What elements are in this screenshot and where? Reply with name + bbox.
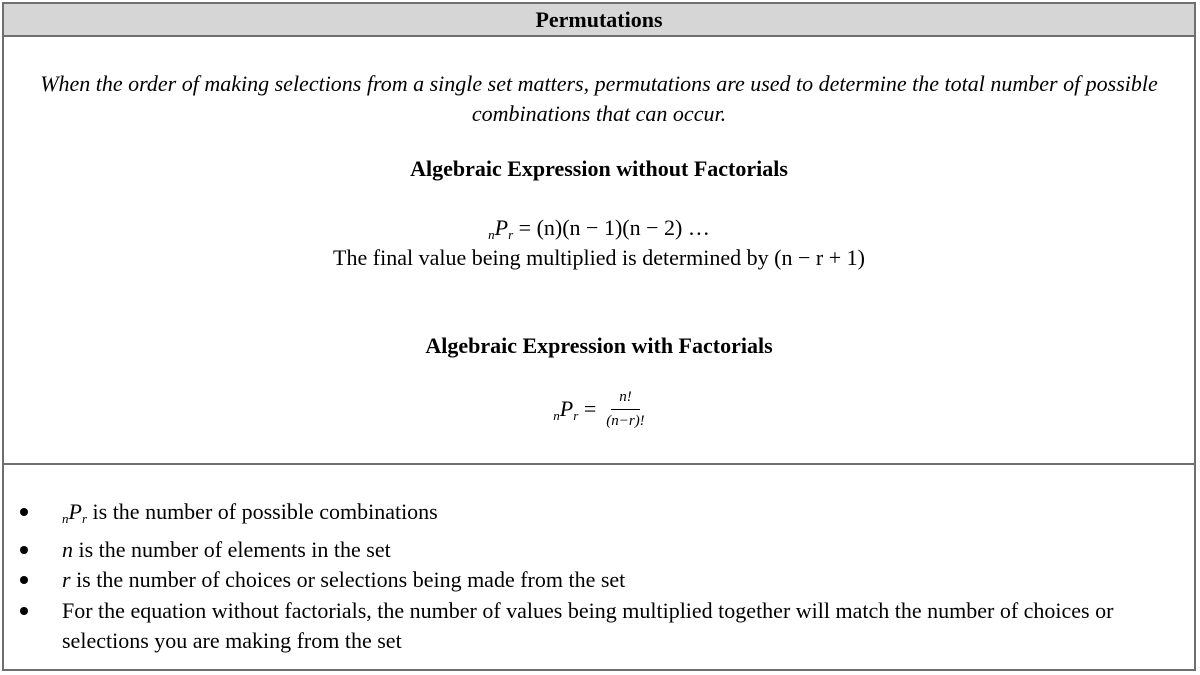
formula-lhs: $_nP_r$ = [553, 395, 597, 423]
bullet-icon [20, 576, 28, 584]
formula-subscript-r: r [573, 407, 579, 423]
bullet-icon [20, 546, 28, 554]
item-var-r: r [62, 567, 71, 592]
fraction [606, 389, 644, 430]
formula-panel [4, 37, 1194, 465]
item-text: For the equation without factorials, the number of values being multiplied together will match the number of choices or selections you are making from the set [62, 597, 1114, 653]
heading-with-factorials: Algebraic Expression with Factorials [425, 333, 773, 358]
item-subscript-r: r [81, 511, 88, 526]
item-var-n: n [62, 536, 73, 562]
formula-p: P [494, 215, 509, 240]
formula-subscript-n: n [488, 227, 495, 242]
item-subscript-n: n [62, 511, 69, 526]
list-item [4, 497, 1134, 535]
definitions-list [4, 497, 1134, 657]
definitions-panel [4, 465, 1194, 669]
bullet-icon [20, 508, 28, 516]
formula-subscript-n: n [553, 407, 560, 423]
item-p: P [68, 499, 82, 524]
item-text: is the number of elements in the set [73, 536, 391, 562]
bullet-icon [20, 607, 28, 615]
formula-with-factorials [4, 389, 1194, 430]
list-item [4, 565, 1134, 596]
heading-without-factorials: Algebraic Expression without Factorials [410, 156, 788, 181]
intro-text: When the order of making selections from a single set matters, permutations are used to determine the total number of possible combinations that can occur. [40, 71, 1158, 126]
list-item [4, 535, 1134, 566]
formula-without-factorials [4, 215, 1194, 243]
formula-p: P [559, 395, 574, 421]
formula-subscript-r: r [508, 227, 514, 242]
item-text: is the number of possible combinations [87, 499, 438, 524]
fraction-denominator: (n−r)! [606, 413, 645, 429]
permutations-table [2, 2, 1196, 671]
list-item [4, 596, 1134, 657]
item-text: is the number of choices or selections being made from the set [70, 567, 626, 592]
formula-rhs: = (n)(n − 1)(n − 2) … [513, 215, 710, 240]
table-header [4, 4, 1194, 37]
page-title: Permutations [535, 6, 663, 32]
fraction-numerator: n! [611, 389, 640, 410]
final-value-note: The final value being multiplied is determined by (n − r + 1) [333, 245, 865, 270]
